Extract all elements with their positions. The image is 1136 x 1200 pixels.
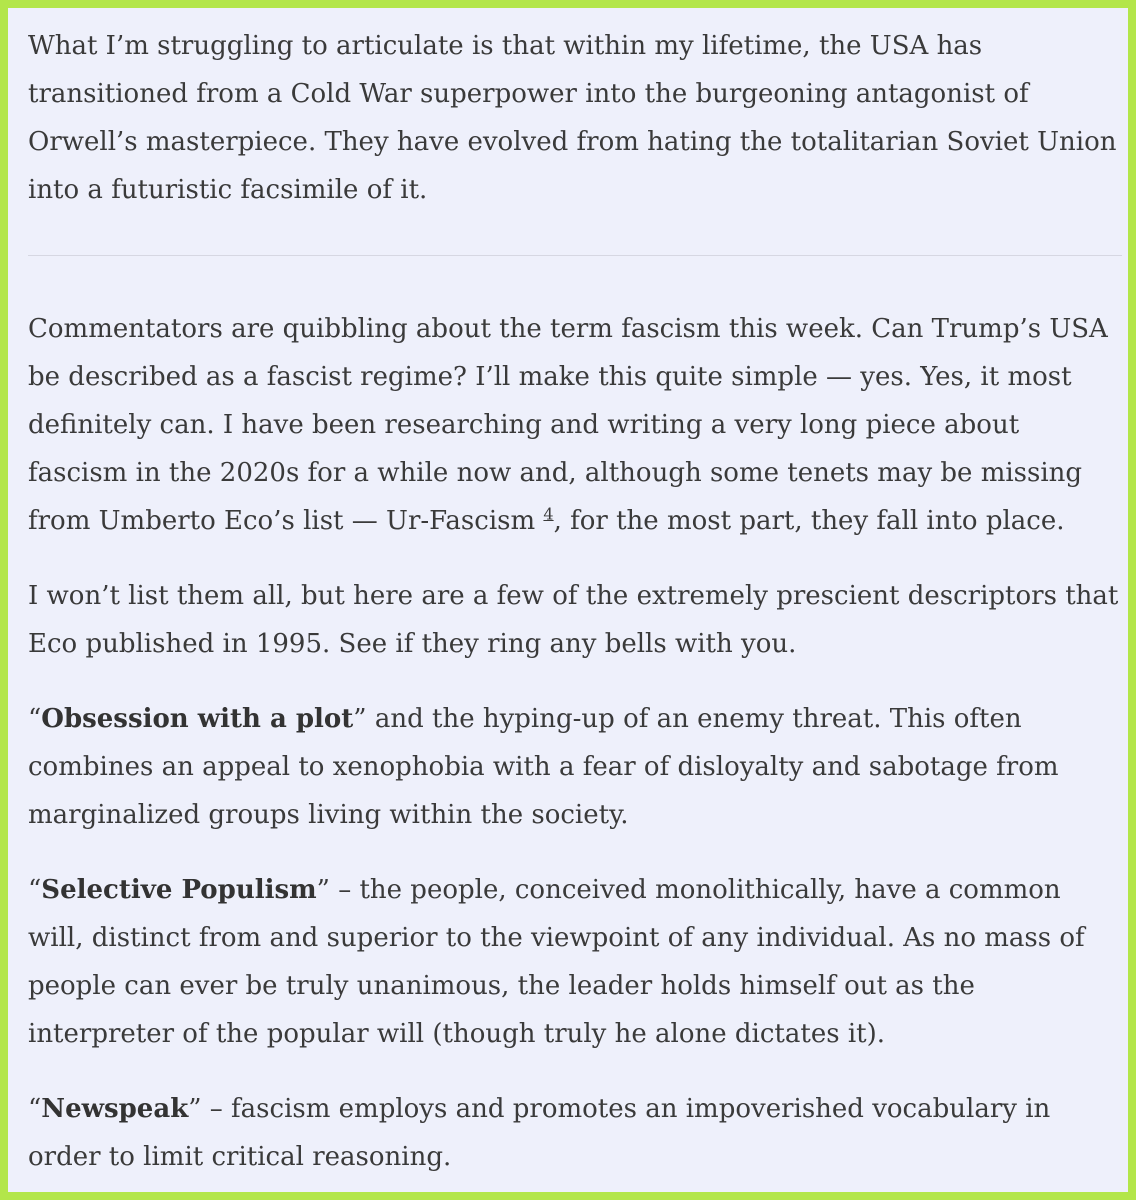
footnote-link[interactable]: 4: [543, 504, 554, 524]
quote-open: “: [28, 704, 42, 734]
term-obsession-with-a-plot: Obsession with a plot: [41, 704, 354, 734]
article-body: [28, 22, 1122, 1181]
term-selective-populism: Selective Populism: [41, 875, 317, 905]
paragraph-intro: What I’m struggling to articulate is that within my lifetime, the USA has transitioned from a Cold War superpower into the burgeoning antagonist of Orwell’s masterpiece. They have evolved from hating the totalitarian Soviet Union into a futuristic facsimile of it.: [28, 31, 1117, 205]
quote-close: ”: [316, 875, 330, 905]
paragraph-fascism-end: , for the most part, they fall into place.: [553, 506, 1065, 536]
item-description: and the hyping-up of an enemy threat. This often combines an appeal to xenophobia with a fear of disloyalty and sabotage from marginalized groups living within the society.: [28, 704, 1059, 830]
paragraph-fascism: [28, 305, 1122, 545]
term-newspeak: Newspeak: [41, 1094, 189, 1124]
list-item-newspeak: [28, 1085, 1122, 1181]
list-item-populism: [28, 866, 1122, 1058]
quote-open: “: [28, 875, 42, 905]
quote-close: ”: [188, 1094, 202, 1124]
section-divider: [28, 255, 1122, 256]
paragraph-fascism-text: Commentators are quibbling about the term fascism this week. Can Trump’s USA be described as a fascist regime? I’ll make this quite simple — yes. Yes, it most definitely can. I have been researching and writing a very long piece about fascism in the 2020s for a while now and, although some tenets may be missing from Umberto Eco’s list — Ur-Fascism: [28, 314, 1108, 536]
list-item-plot: [28, 695, 1122, 839]
quote-open: “: [28, 1094, 42, 1124]
item-description: – fascism employs and promotes an impoverished vocabulary in order to limit critical reasoning.: [28, 1094, 1051, 1172]
item-description: – the people, conceived monolithically, have a common will, distinct from and superior to the viewpoint of any individual. As no mass of people can ever be truly unanimous, the leader holds himself out as the interpreter of the popular will (though truly he alone dictates it).: [28, 875, 1085, 1049]
article-frame: [8, 8, 1128, 1192]
quote-close: ”: [353, 704, 367, 734]
paragraph-eco-list: I won’t list them all, but here are a few of the extremely prescient descriptors that Eco published in 1995. See if they ring any bells with you.: [28, 581, 1119, 659]
